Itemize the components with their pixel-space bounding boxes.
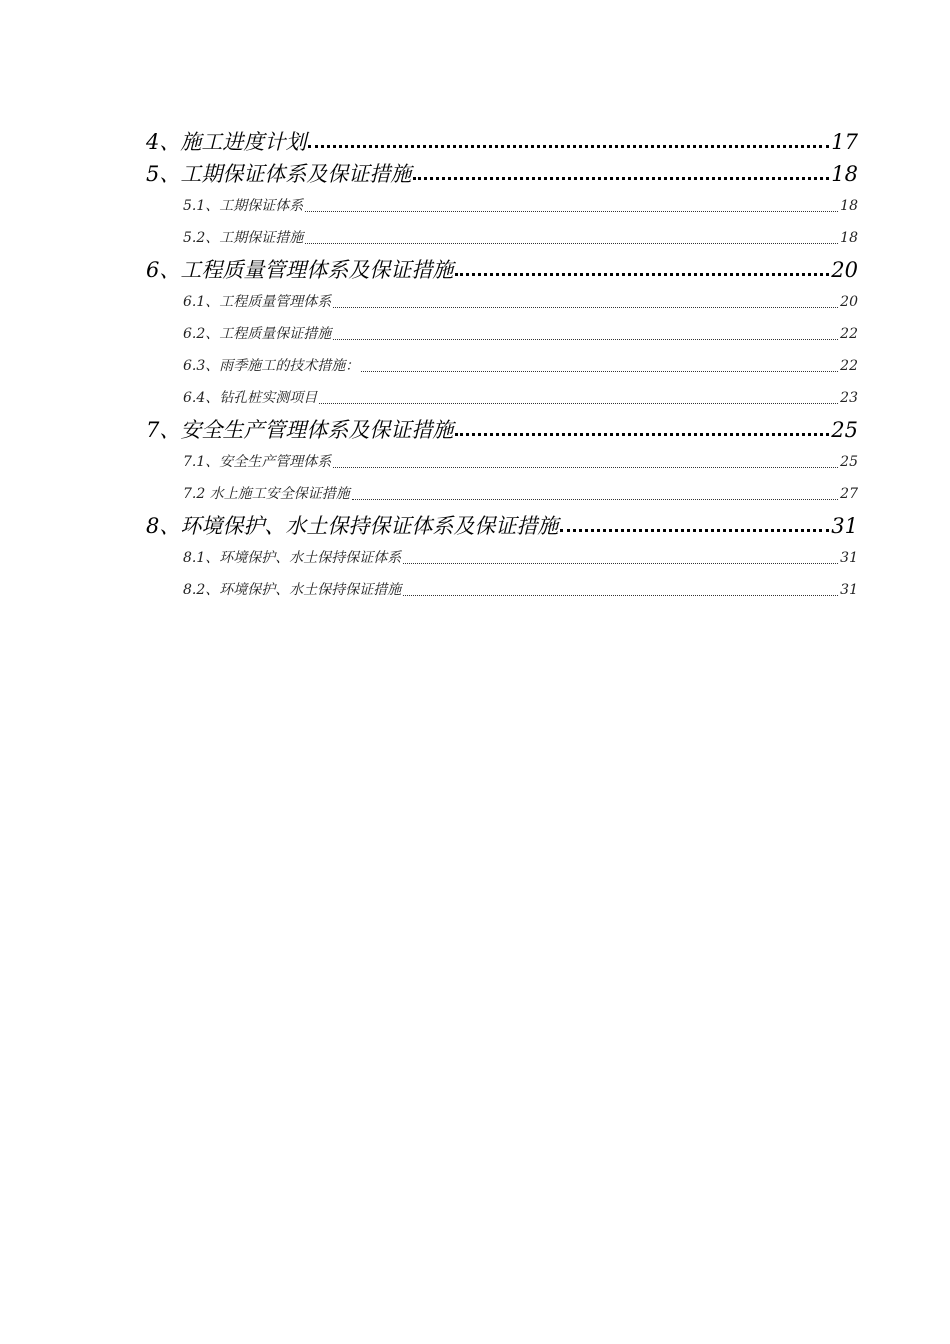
toc-page-number: 18	[840, 198, 858, 214]
toc-entry-8-2[interactable]	[146, 574, 858, 606]
toc-dot-leader	[413, 177, 829, 180]
toc-entry-6-1[interactable]	[146, 286, 858, 318]
toc-entry-label: 8.2、环境保护、水土保持保证措施	[183, 582, 402, 598]
toc-dot-leader	[308, 145, 829, 148]
toc-entry-label: 6.3、雨季施工的技术措施：	[183, 358, 360, 374]
toc-entry-7[interactable]	[146, 414, 858, 446]
toc-page-number: 20	[831, 258, 858, 282]
toc-entry-4[interactable]	[146, 126, 858, 158]
toc-page-number: 18	[831, 162, 858, 186]
toc-page-number: 22	[840, 358, 858, 374]
toc-entry-6-2[interactable]	[146, 318, 858, 350]
toc-entry-label: 6、工程质量管理体系及保证措施	[146, 258, 454, 282]
toc-dot-leader	[305, 243, 838, 244]
toc-dot-leader	[305, 211, 838, 212]
toc-page-number: 27	[840, 486, 858, 502]
toc-dot-leader	[352, 499, 838, 500]
toc-page-number: 20	[840, 294, 858, 310]
toc-entry-6-3[interactable]	[146, 350, 858, 382]
toc-entry-5[interactable]	[146, 158, 858, 190]
toc-dot-leader	[403, 563, 838, 564]
toc-entry-5-1[interactable]	[146, 190, 858, 222]
toc-page-number: 25	[840, 454, 858, 470]
toc-entry-label: 4、施工进度计划	[146, 130, 307, 154]
toc-page-number: 31	[840, 582, 858, 598]
toc-dot-leader	[319, 403, 838, 404]
toc-entry-label: 7、安全生产管理体系及保证措施	[146, 418, 454, 442]
toc-page-number: 31	[840, 550, 858, 566]
toc-entry-label: 5、工期保证体系及保证措施	[146, 162, 412, 186]
toc-entry-7-2[interactable]	[146, 478, 858, 510]
toc-dot-leader	[403, 595, 838, 596]
toc-page-number: 31	[831, 514, 858, 538]
toc-entry-label: 6.1、工程质量管理体系	[183, 294, 332, 310]
toc-entry-label: 5.1、工期保证体系	[183, 198, 304, 214]
toc-page-number: 18	[840, 230, 858, 246]
toc-entry-5-2[interactable]	[146, 222, 858, 254]
table-of-contents	[146, 126, 858, 606]
toc-entry-8-1[interactable]	[146, 542, 858, 574]
toc-entry-6[interactable]	[146, 254, 858, 286]
toc-page-number: 17	[831, 130, 858, 154]
toc-dot-leader	[361, 371, 838, 372]
toc-entry-label: 6.4、钻孔桩实测项目	[183, 390, 318, 406]
toc-entry-label: 8、环境保护、水土保持保证体系及保证措施	[146, 514, 559, 538]
toc-dot-leader	[333, 467, 838, 468]
toc-entry-label: 5.2、工期保证措施	[183, 230, 304, 246]
toc-page-number: 25	[831, 418, 858, 442]
toc-entry-6-4[interactable]	[146, 382, 858, 414]
toc-dot-leader	[333, 307, 838, 308]
toc-entry-label: 6.2、工程质量保证措施	[183, 326, 332, 342]
toc-dot-leader	[333, 339, 838, 340]
toc-entry-label: 7.2 水上施工安全保证措施	[183, 486, 350, 502]
toc-entry-label: 7.1、安全生产管理体系	[183, 454, 332, 470]
toc-dot-leader	[560, 529, 829, 532]
toc-page-number: 23	[840, 390, 858, 406]
toc-dot-leader	[455, 433, 829, 436]
toc-dot-leader	[455, 273, 829, 276]
toc-entry-8[interactable]	[146, 510, 858, 542]
toc-entry-7-1[interactable]	[146, 446, 858, 478]
toc-page-number: 22	[840, 326, 858, 342]
toc-entry-label: 8.1、环境保护、水土保持保证体系	[183, 550, 402, 566]
